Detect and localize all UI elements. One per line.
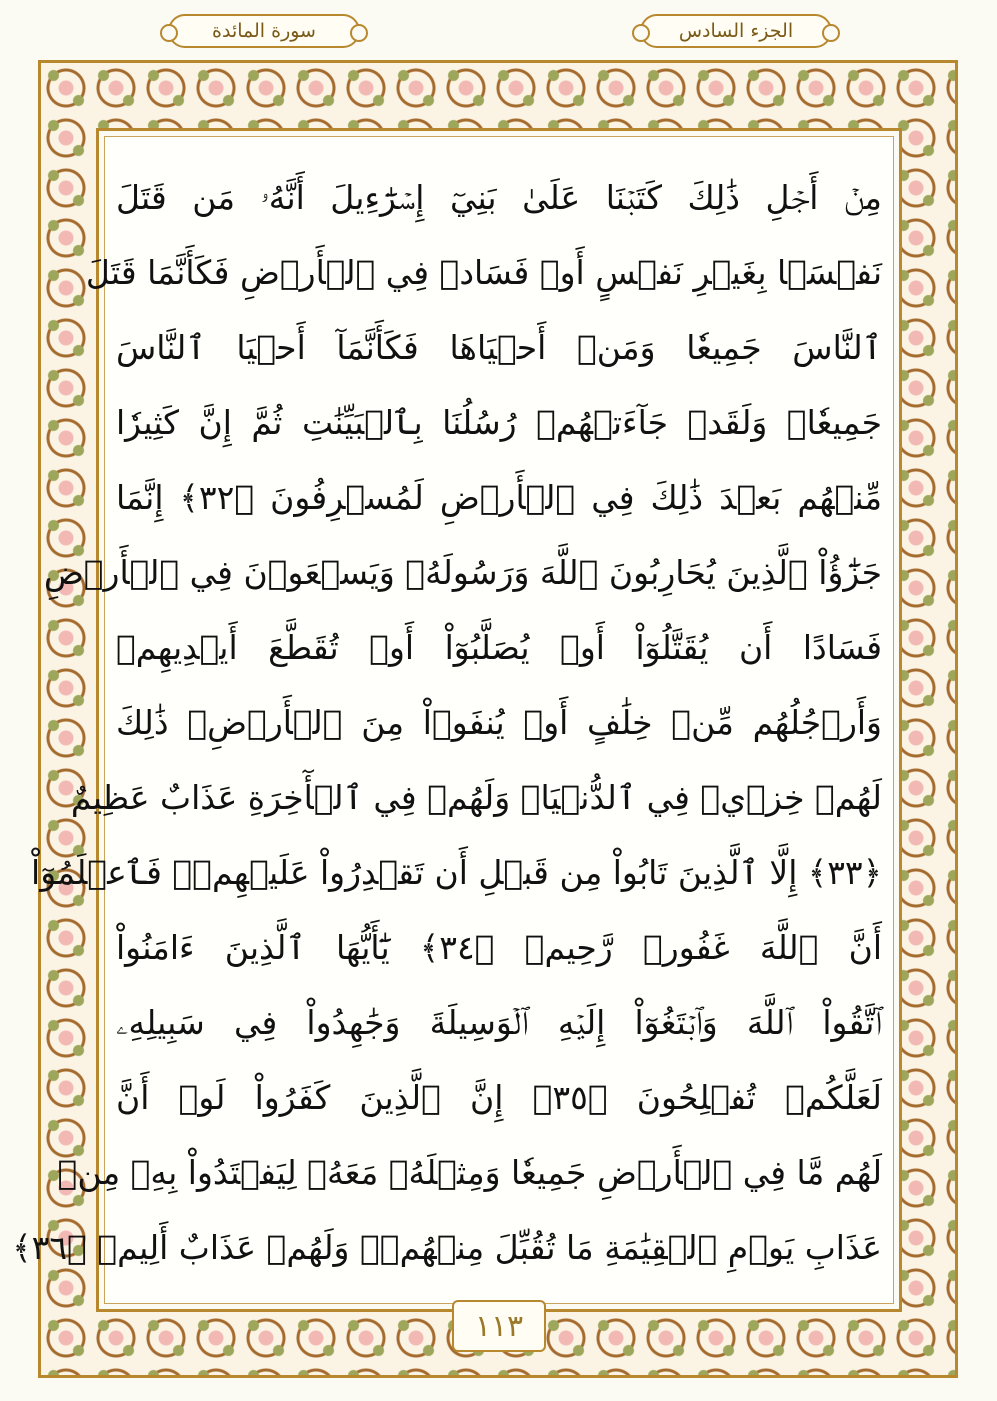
- quran-text-block: [12, 160, 882, 1286]
- text-line: فَسَادًا أَن يُقَتَّلُوٓاْ أَوۡ يُصَلَّبُوٓاْ أَوۡ تُقَطَّعَ أَيۡدِيهِمۡ: [116, 628, 882, 667]
- text-line: عَذَابِ يَوۡمِ ٱلۡقِيَٰمَةِ مَا تُقُبِّلَ مِنۡهُمۡۖ وَلَهُمۡ عَذَابٌ أَلِيمٞ ﴿٣٦﴾: [12, 1228, 882, 1267]
- text-line: ٱلنَّاسَ جَمِيعٗا وَمَنۡ أَحۡيَاهَا فَكَأَنَّمَآ أَحۡيَا ٱلنَّاسَ: [116, 328, 882, 367]
- juz-name-label: الجزء السادس: [678, 20, 794, 42]
- surah-name-label: سورة المائدة: [212, 20, 316, 42]
- text-line: أَنَّ ٱللَّهَ غَفُورٞ رَّحِيمٞ ﴿٣٤﴾ يَٰٓأَيُّهَا ٱلَّذِينَ ءَامَنُواْ: [116, 928, 882, 967]
- juz-name-header: [640, 14, 832, 48]
- text-line: نَفۡسَۢا بِغَيۡرِ نَفۡسٍ أَوۡ فَسَادٖ فِي ٱلۡأَرۡضِ فَكَأَنَّمَا قَتَلَ: [85, 253, 882, 292]
- page-number-label: ١١٣: [474, 1308, 524, 1344]
- page-number: [452, 1300, 546, 1352]
- surah-name-header: [168, 14, 360, 48]
- text-line: ﴿٣٣﴾ إِلَّا ٱلَّذِينَ تَابُواْ مِن قَبۡلِ أَن تَقۡدِرُواْ عَلَيۡهِمۡۖ فَٱعۡلَمُوٓاْ: [31, 853, 882, 892]
- text-line: لَهُمۡ خِزۡيٞ فِي ٱلدُّنۡيَاۖ وَلَهُمۡ فِي ٱلۡأٓخِرَةِ عَذَابٌ عَظِيمٌ: [70, 778, 882, 817]
- text-line: وَأَرۡجُلُهُم مِّنۡ خِلَٰفٍ أَوۡ يُنفَوۡاْ مِنَ ٱلۡأَرۡضِۚ ذَٰلِكَ: [116, 703, 882, 742]
- text-line: ٱتَّقُواْ ٱللَّهَ وَٱبۡتَغُوٓاْ إِلَيۡهِ ٱلۡوَسِيلَةَ وَجَٰهِدُواْ فِي سَبِيلِهِۦ: [116, 1003, 882, 1042]
- text-line: مِنۡ أَجۡلِ ذَٰلِكَ كَتَبۡنَا عَلَىٰ بَنِيٓ إِسۡرَٰٓءِيلَ أَنَّهُۥ مَن قَتَلَ: [116, 178, 882, 217]
- text-line: مِّنۡهُم بَعۡدَ ذَٰلِكَ فِي ٱلۡأَرۡضِ لَمُسۡرِفُونَ ﴿٣٢﴾ إِنَّمَا: [116, 478, 882, 517]
- text-line: لَعَلَّكُمۡ تُفۡلِحُونَ ﴿٣٥﴾ إِنَّ ٱلَّذِينَ كَفَرُواْ لَوۡ أَنَّ: [116, 1078, 882, 1117]
- text-line: جَزَٰٓؤُاْ ٱلَّذِينَ يُحَارِبُونَ ٱللَّهَ وَرَسُولَهُۥ وَيَسۡعَوۡنَ فِي ٱلۡأَرۡضِ: [43, 553, 882, 592]
- text-line: جَمِيعٗاۚ وَلَقَدۡ جَآءَتۡهُمۡ رُسُلُنَا بِٱلۡبَيِّنَٰتِ ثُمَّ إِنَّ كَثِيرٗا: [116, 403, 882, 442]
- text-line: لَهُم مَّا فِي ٱلۡأَرۡضِ جَمِيعٗا وَمِثۡلَهُۥ مَعَهُۥ لِيَفۡتَدُواْ بِهِۦ مِنۡ: [57, 1153, 882, 1192]
